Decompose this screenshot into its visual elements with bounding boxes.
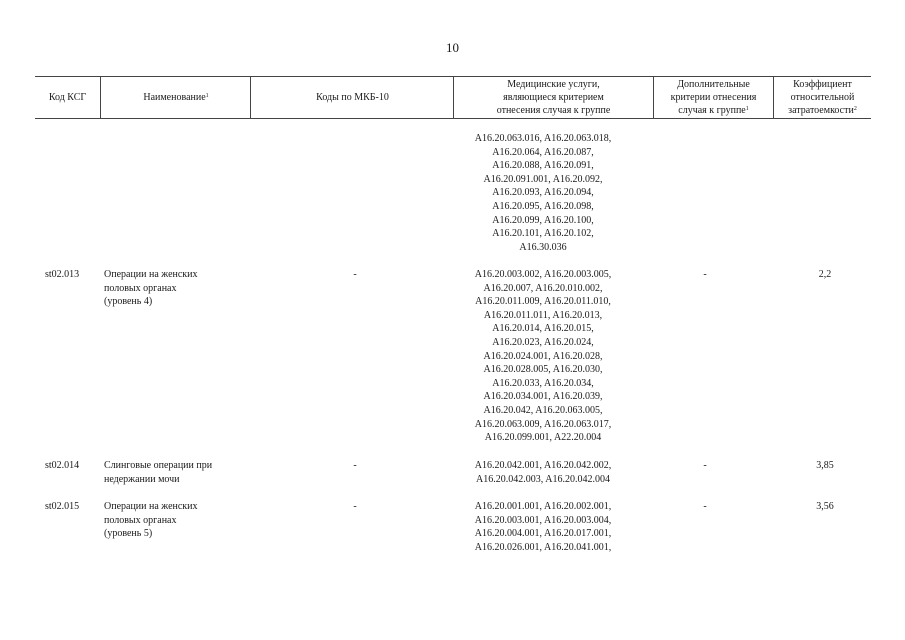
service-line: A16.20.007, A16.20.010.002, bbox=[483, 282, 603, 294]
row-name-line: Операции на женских bbox=[104, 269, 198, 280]
service-line: A16.20.003.001, A16.20.003.004, bbox=[474, 514, 612, 526]
header-services: Медицинские услуги, являющиеся критерием отнесения случая к группе bbox=[453, 77, 653, 118]
row-coef: 2,2 bbox=[818, 269, 832, 280]
row-services bbox=[418, 500, 668, 554]
row-services bbox=[418, 268, 668, 445]
header-extra-text: Дополнительные критерии отнесения случая к группе bbox=[670, 79, 757, 116]
row-extra: - bbox=[703, 269, 707, 280]
row-name bbox=[104, 500, 198, 541]
header-coef bbox=[773, 77, 871, 118]
service-line: A16.20.063.009, A16.20.063.017, bbox=[474, 418, 612, 430]
row-name bbox=[104, 459, 212, 486]
row-services bbox=[418, 459, 668, 486]
service-line: A16.20.088, A16.20.091, bbox=[492, 160, 594, 172]
row-icd: - bbox=[353, 269, 357, 280]
row-code: st02.014 bbox=[45, 460, 80, 471]
service-line: A16.20.028.005, A16.20.030, bbox=[483, 364, 603, 376]
service-line: A16.20.011.009, A16.20.011.010, bbox=[475, 296, 611, 308]
row-icd: - bbox=[353, 460, 357, 471]
service-line: A16.20.003.002, A16.20.003.005, bbox=[474, 269, 612, 280]
header-name-text: Наименование bbox=[143, 92, 206, 103]
header-name bbox=[100, 77, 251, 118]
service-line: A16.20.093, A16.20.094, bbox=[492, 187, 594, 199]
header-icd: Коды по МКБ-10 bbox=[250, 77, 454, 118]
header-coef-text: Коэффициент относительной затратоемкости bbox=[788, 79, 855, 116]
service-line: A16.20.014, A16.20.015, bbox=[492, 323, 594, 335]
row-name-line: (уровень 4) bbox=[104, 296, 153, 308]
row-code: st02.015 bbox=[45, 501, 80, 512]
row-name-line: недержании мочи bbox=[104, 473, 180, 485]
service-line: A16.20.023, A16.20.024, bbox=[492, 336, 594, 348]
service-line: A16.20.042, A16.20.063.005, bbox=[483, 404, 603, 416]
service-line: A16.20.034.001, A16.20.039, bbox=[483, 391, 603, 403]
service-line: A16.20.004.001, A16.20.017.001, bbox=[474, 528, 612, 540]
header-extra-footnote: 1 bbox=[745, 106, 749, 112]
service-line: A16.20.064, A16.20.087, bbox=[492, 146, 594, 158]
continuation-services bbox=[418, 132, 668, 254]
table-header bbox=[35, 76, 871, 119]
service-line: A16.20.063.016, A16.20.063.018, bbox=[474, 133, 612, 144]
header-extra bbox=[653, 77, 773, 118]
page-number: 10 bbox=[446, 40, 459, 55]
row-extra: - bbox=[703, 501, 707, 512]
row-code: st02.013 bbox=[45, 269, 80, 280]
header-coef-footnote: 2 bbox=[853, 106, 857, 112]
service-line: A16.20.091.001, A16.20.092, bbox=[483, 173, 603, 185]
service-line: A16.20.011.011, A16.20.013, bbox=[483, 309, 603, 321]
header-code: Код КСГ bbox=[48, 92, 87, 103]
row-name-line: Слинговые операции при bbox=[104, 460, 213, 471]
service-line: A16.20.099.001, A22.20.004 bbox=[484, 432, 602, 444]
service-line: A16.20.033, A16.20.034, bbox=[492, 377, 594, 389]
service-line: A16.20.042.003, A16.20.042.004 bbox=[476, 473, 610, 485]
row-name-line: Операции на женских bbox=[104, 501, 198, 512]
row-icd: - bbox=[353, 501, 357, 512]
service-line: A16.20.024.001, A16.20.028, bbox=[483, 350, 603, 362]
row-coef: 3,85 bbox=[816, 460, 834, 471]
row-coef: 3,56 bbox=[816, 501, 834, 512]
service-line: A16.20.101, A16.20.102, bbox=[492, 228, 594, 240]
row-name-line: (уровень 5) bbox=[104, 528, 153, 540]
service-line: A16.20.099, A16.20.100, bbox=[492, 214, 594, 226]
service-line: A16.20.042.001, A16.20.042.002, bbox=[474, 460, 612, 471]
service-line: A16.20.001.001, A16.20.002.001, bbox=[474, 501, 612, 512]
row-name-line: половых органах bbox=[104, 514, 177, 526]
service-line: A16.30.036 bbox=[519, 241, 567, 253]
service-line: A16.20.095, A16.20.098, bbox=[492, 200, 594, 212]
row-name-line: половых органах bbox=[104, 282, 177, 294]
row-name bbox=[104, 268, 198, 309]
service-line: A16.20.026.001, A16.20.041.001, bbox=[474, 541, 612, 553]
row-extra: - bbox=[703, 460, 707, 471]
header-name-footnote: 1 bbox=[205, 93, 209, 99]
